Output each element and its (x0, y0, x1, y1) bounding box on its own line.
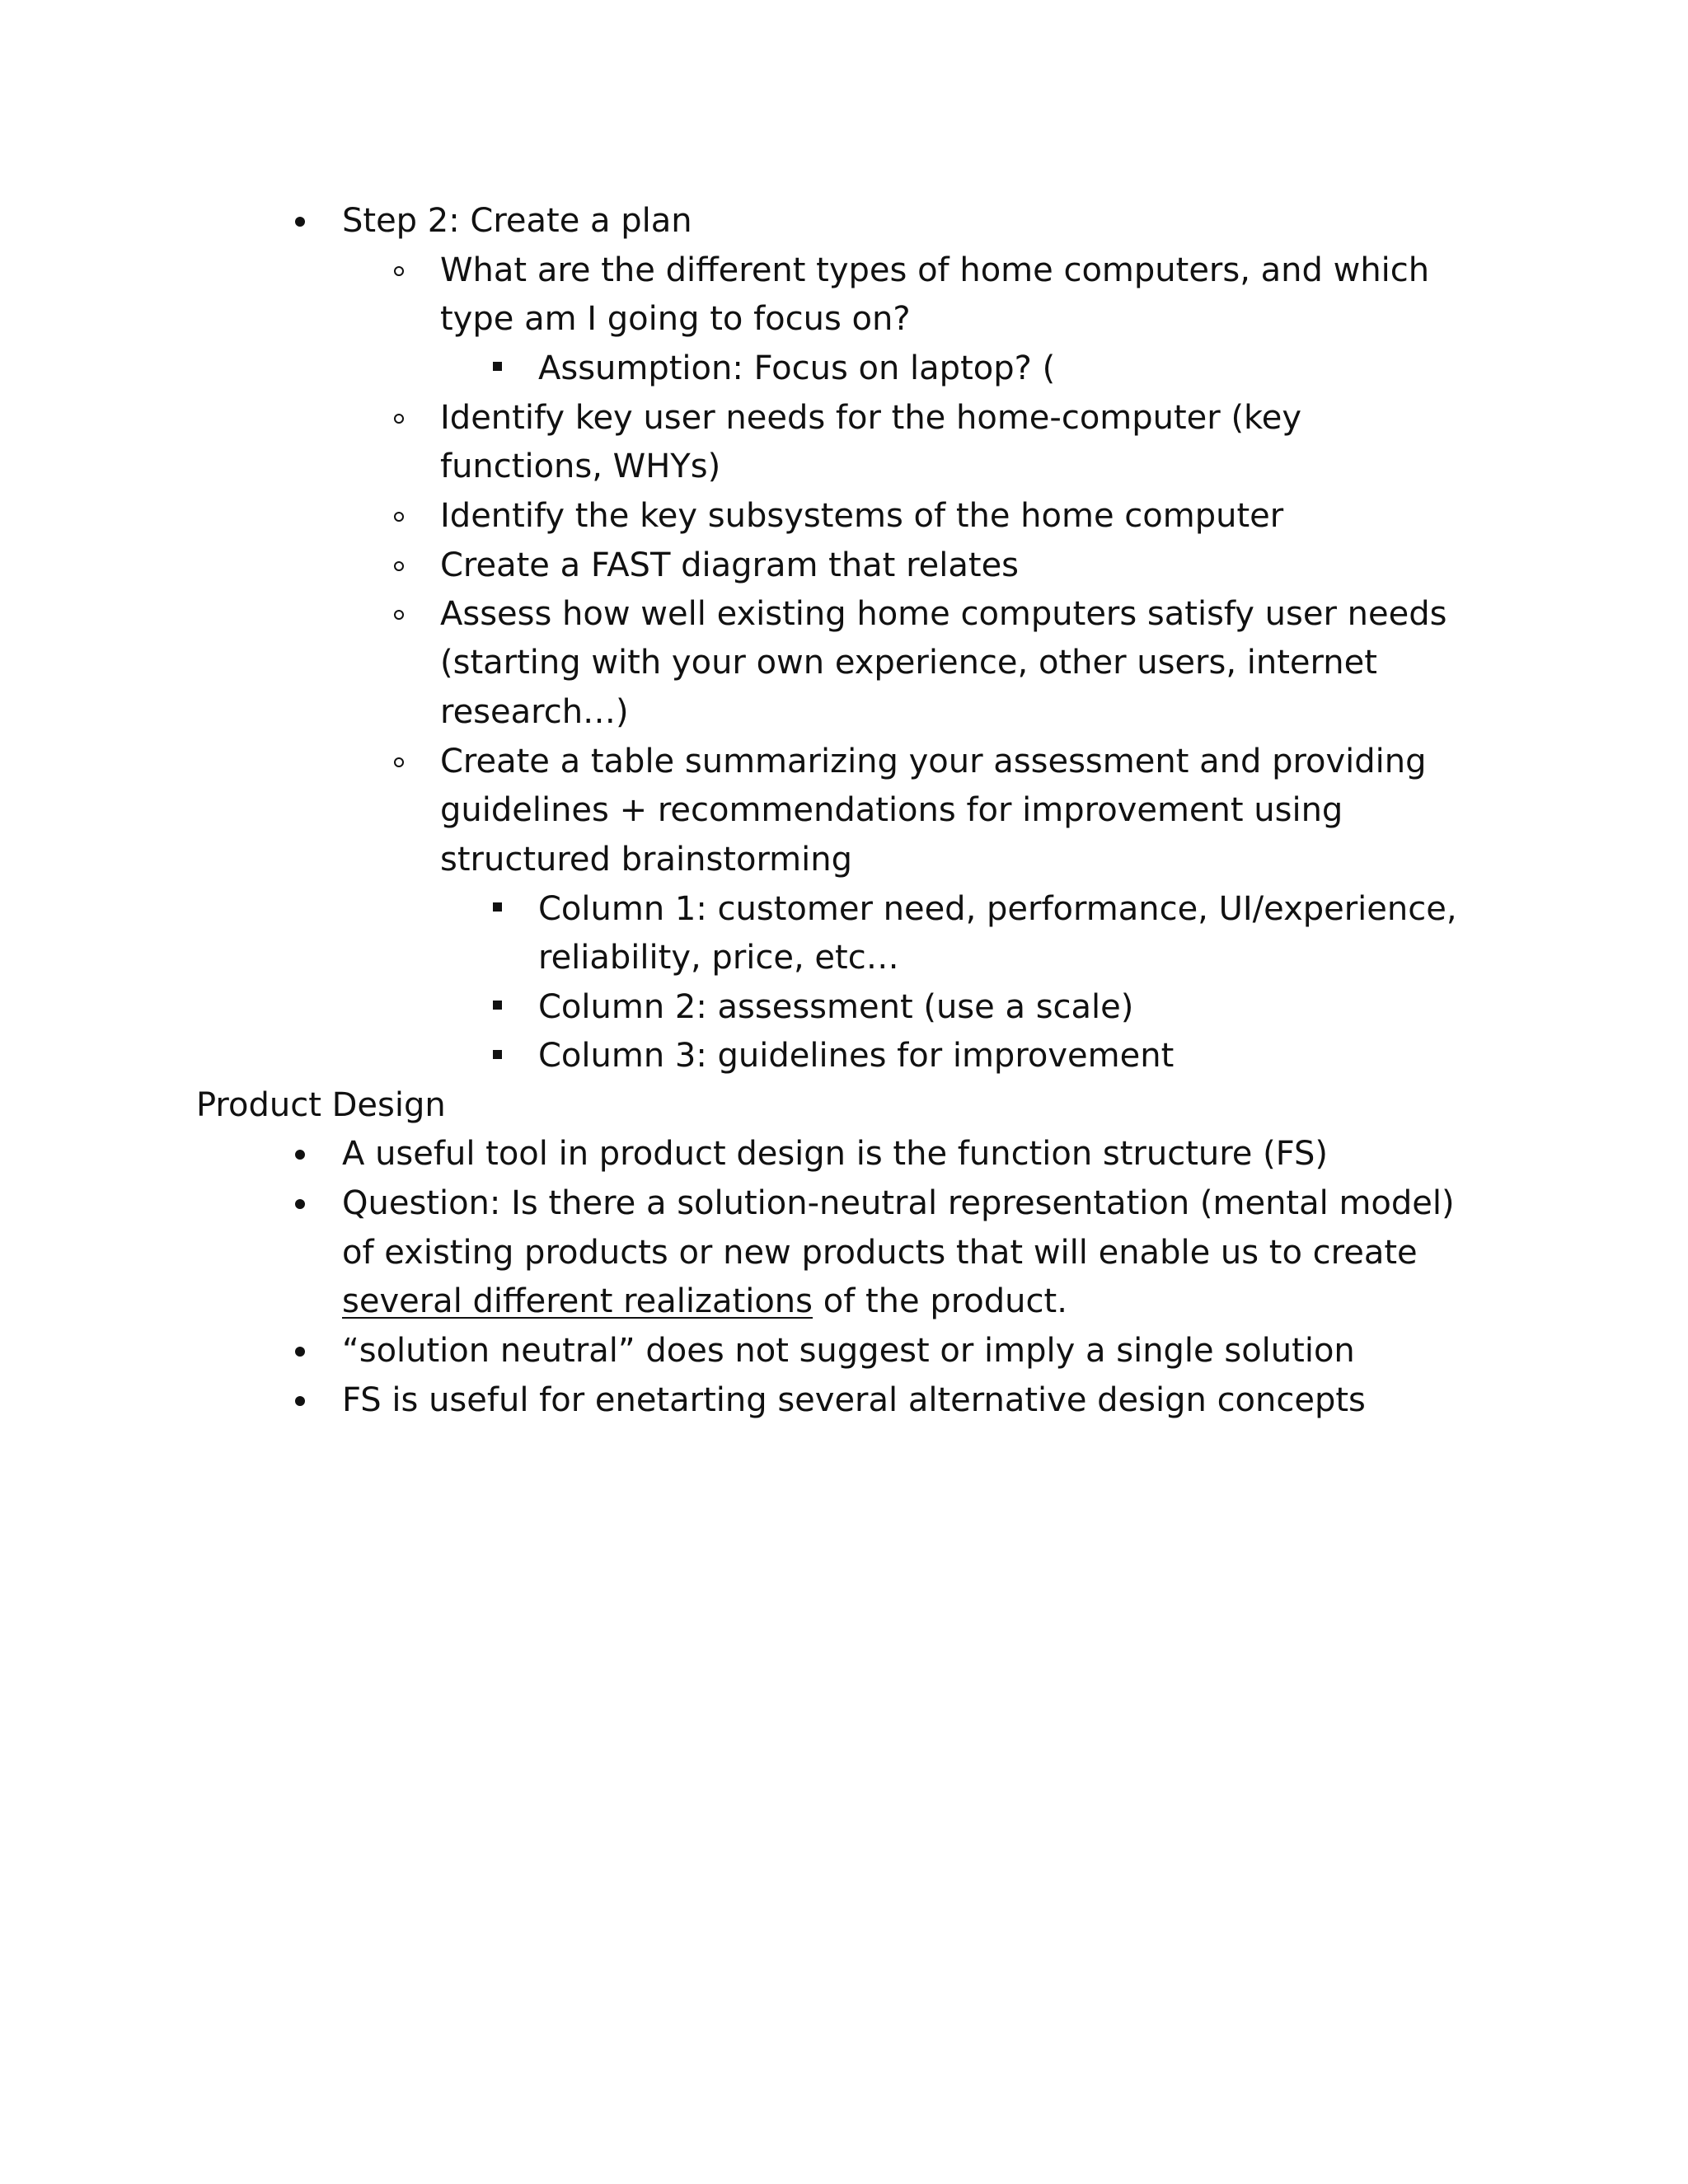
list-item-line: structured brainstorming (440, 841, 852, 879)
step2-title: Step 2: Create a plan (342, 202, 692, 240)
list-item-line: FS is useful for enetarting several alternative design concepts (342, 1381, 1366, 1419)
list-item-line: Assess how well existing home computers satisfy user needs (440, 595, 1447, 633)
bullet-square-icon (493, 1001, 502, 1010)
line-rest: of the product. (813, 1282, 1067, 1320)
list-item-line: guidelines + recommendations for improvement using (440, 791, 1343, 829)
list-item-line (342, 1277, 1067, 1326)
list-item-line: Assumption: Focus on laptop? ( (538, 349, 1056, 387)
bullet-ring-icon (394, 561, 404, 571)
bullet-ring-icon (394, 757, 404, 767)
list-item-line: type am I going to focus on? (440, 300, 911, 338)
list-item-line: functions, WHYs) (440, 448, 721, 485)
list-item-line: Create a FAST diagram that relates (440, 546, 1020, 584)
bullet-square-icon (493, 362, 502, 371)
list-item-line: Column 1: customer need, performance, UI/experience, (538, 890, 1457, 928)
list-item-line: Identify key user needs for the home-computer (key (440, 399, 1302, 437)
bullet-ring-icon (394, 414, 404, 424)
bullet-ring-icon (394, 266, 404, 276)
bullet-dot-icon (295, 1199, 305, 1209)
list-item-line: reliability, price, etc… (538, 939, 899, 977)
list-item-line: “solution neutral” does not suggest or imply a single solution (342, 1332, 1355, 1370)
underlined-phrase: several different realizations (342, 1282, 813, 1320)
list-item-line: What are the different types of home computers, and which (440, 251, 1430, 289)
bullet-square-icon (493, 1050, 502, 1059)
bullet-square-icon (493, 902, 502, 912)
list-item-line: of existing products or new products that will enable us to create (342, 1234, 1418, 1272)
bullet-dot-icon (295, 1347, 305, 1357)
bullet-dot-icon (295, 1396, 305, 1406)
bullet-ring-icon (394, 610, 404, 620)
section-heading: Product Design (196, 1086, 446, 1124)
list-item-line: (starting with your own experience, other users, internet (440, 644, 1377, 682)
bullet-dot-icon (295, 217, 305, 227)
bullet-ring-icon (394, 512, 404, 522)
list-item-line: A useful tool in product design is the function structure (FS) (342, 1135, 1329, 1173)
list-item-line: Column 2: assessment (use a scale) (538, 988, 1134, 1026)
list-item-line: research…) (440, 693, 629, 731)
list-item-line: Column 3: guidelines for improvement (538, 1037, 1175, 1075)
bullet-dot-icon (295, 1150, 305, 1160)
list-item-line: Identify the key subsystems of the home computer (440, 497, 1284, 535)
list-item-line: Create a table summarizing your assessment and providing (440, 743, 1427, 780)
list-item-line: Question: Is there a solution-neutral representation (mental model) (342, 1184, 1455, 1222)
